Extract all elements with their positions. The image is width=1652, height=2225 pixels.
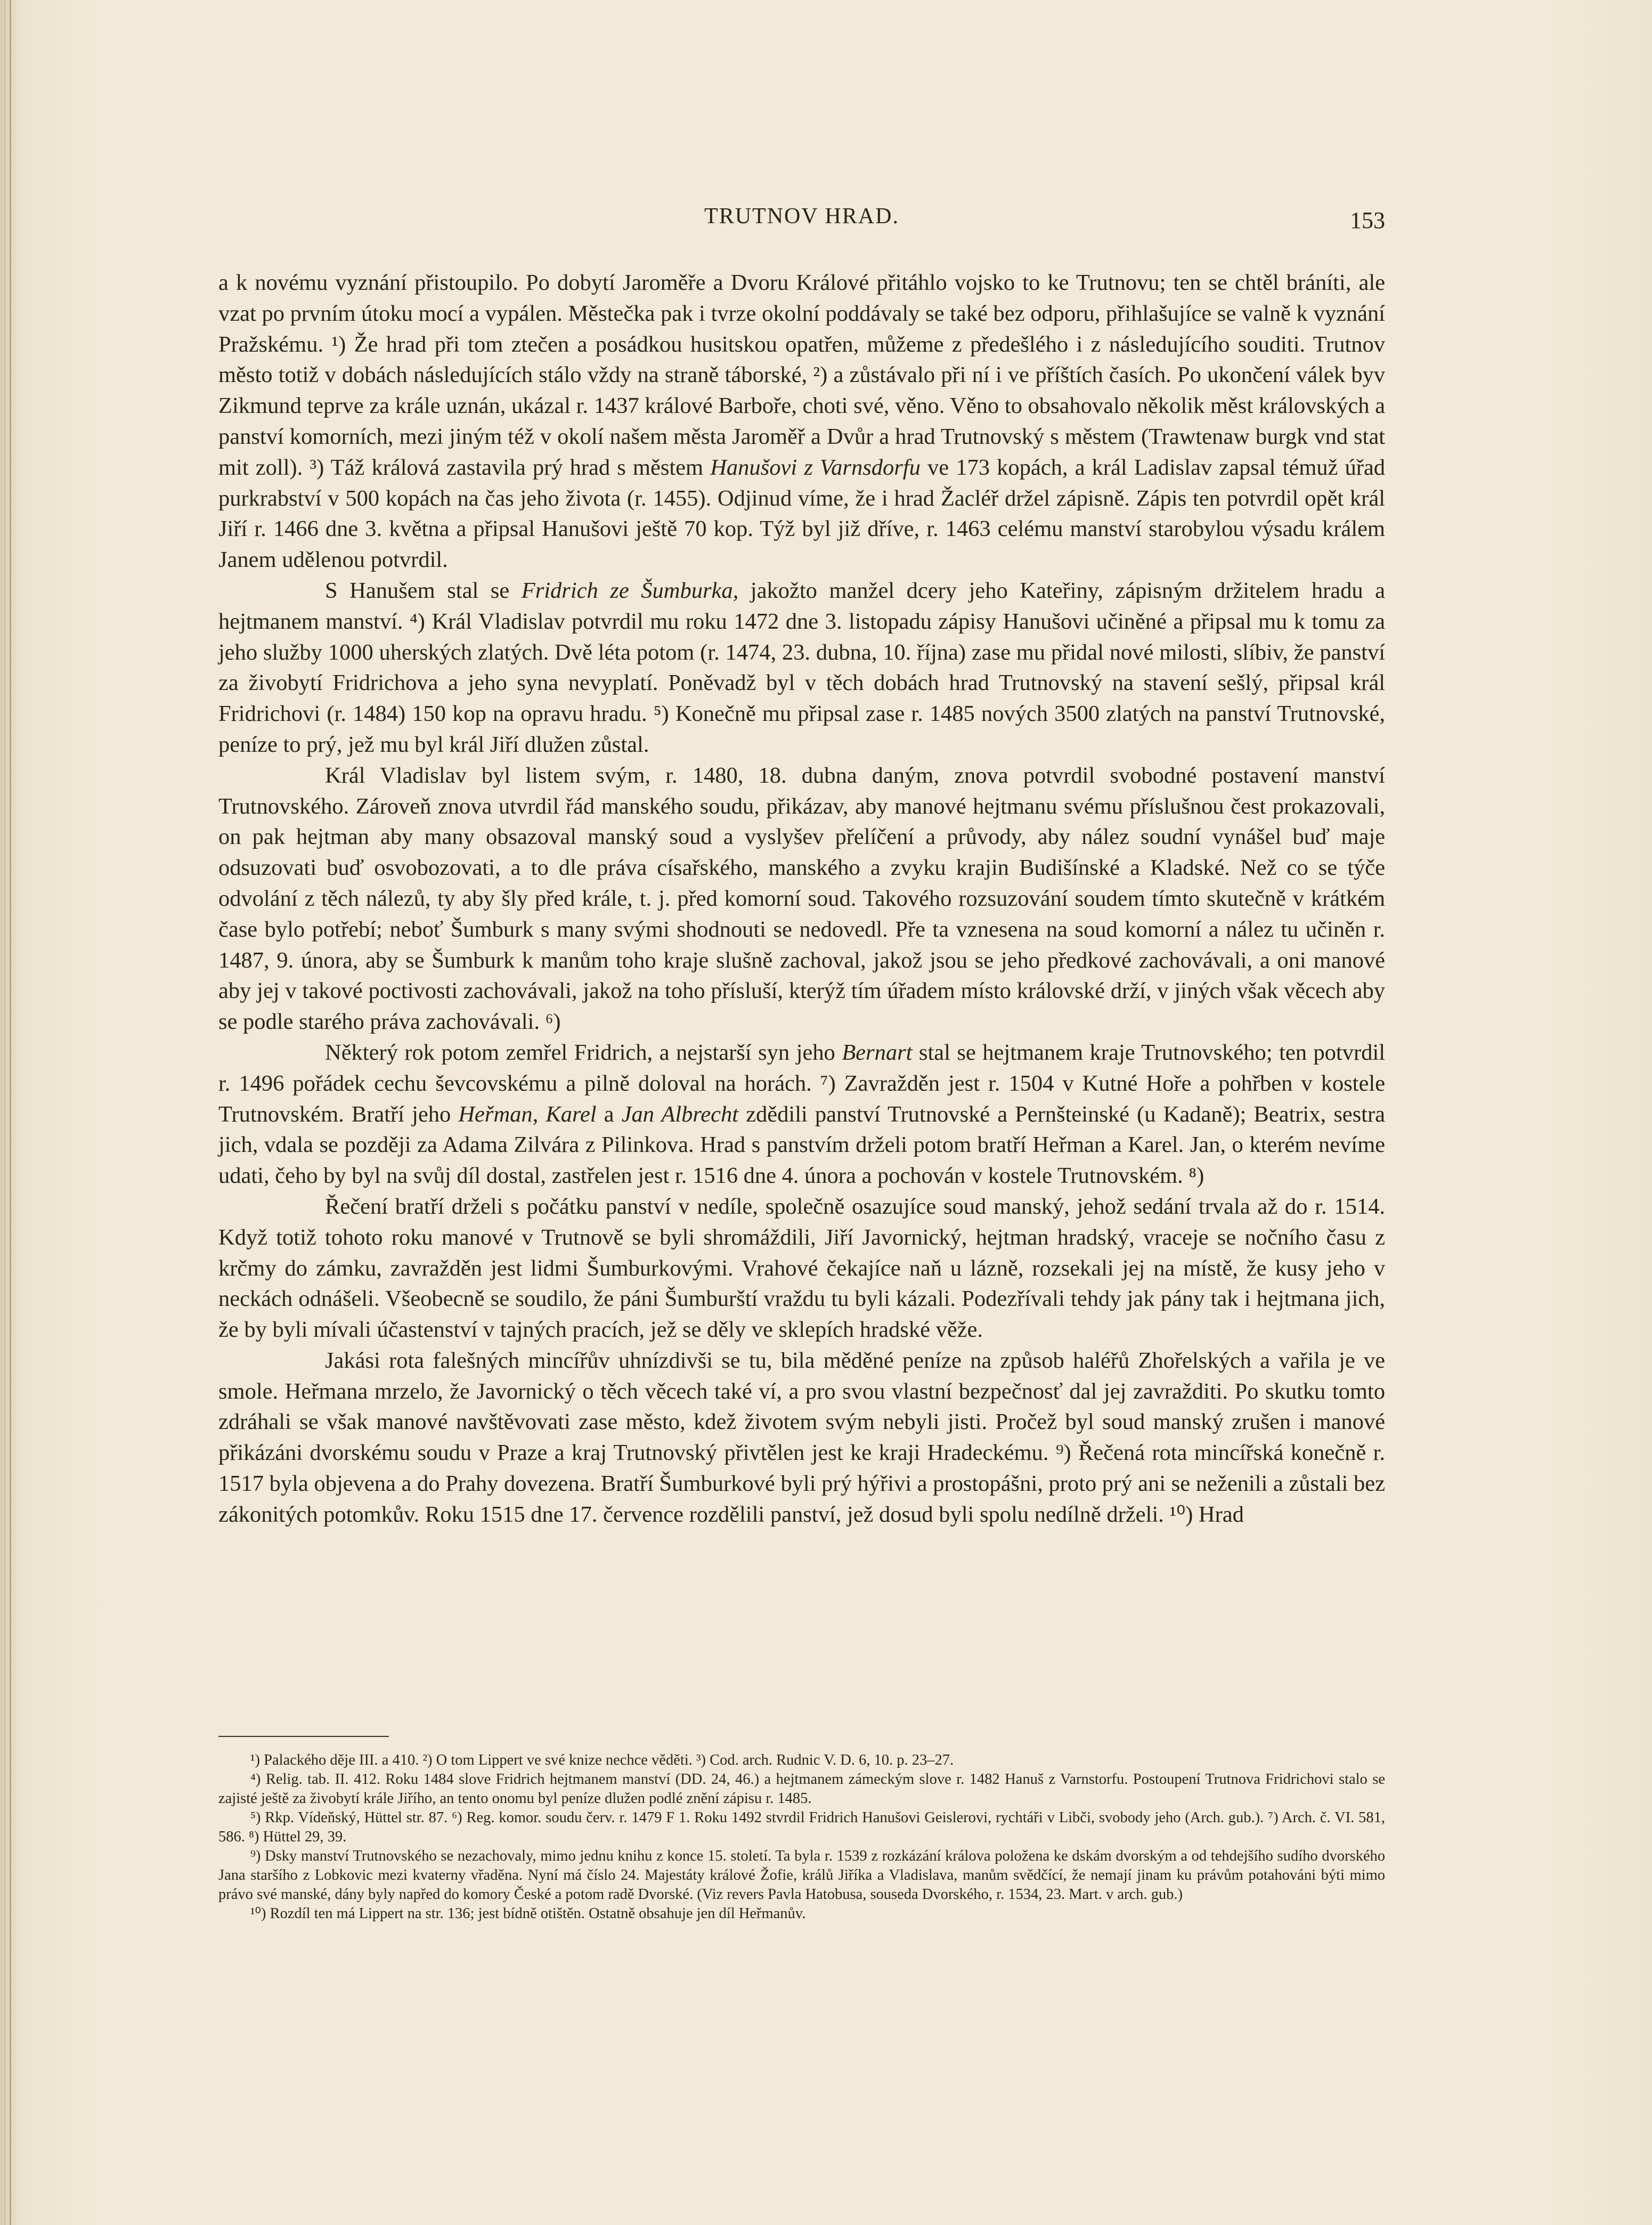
person-name: Bernart — [842, 1040, 913, 1065]
footnote: ¹) Palackého děje III. a 410. ²) O tom Lippert ve své knize nechce věděti. ³) Cod. arch. Rudnic V. D. 6, 10. p. 23–27. — [250, 1752, 954, 1768]
paragraph: Král Vladislav byl listem svým, r. 1480, 18. dubna daným, znova potvrdil svobodné postavení manství Trutnovského. Zároveň znova utvrdil řád manského soudu, přikázav, aby manové hejtmanu svému příslušnou čest prokazovali, on pak hejtman aby many obsazoval manský soud a vyslyšev přelíčení a průvody, aby nález soudní vynášel buď maje odsuzovati buď osvobozovati, a to dle práva císařského, manského a zvyku krajin Budišínské a Kladské. Než co se týče odvolání z těch nálezů, ty aby šly před krále, t. j. před komorní soud. Takového rozsuzování soudem tímto skutečně v krátkém čase bylo potřebí; neboť Šumburk s many svými shodnouti se nedovedl. Pře ta vznesena na soud komorní a nález tu učiněn r. 1487, 9. února, aby se Šumburk k manům toho kraje slušně zachoval, jakož jsou se jeho předkové zachovávali, a oni manové aby jej v takové poctivosti zachovávali, jakož na toho přísluší, kterýž tím úřadem místo královské drží, v jiných však věcech aby se podle starého práva zachovávali. ⁶) — [218, 762, 1385, 1035]
paragraph: Řečení bratří drželi s počátku panství v nedíle, společně osazujíce soud manský, jehož sedání trvala až do r. 1514. Když totiž tohoto roku manové v Trutnově se byli shromáždili, Jiří Javornický, hejtman hradský, vraceje se nočního času z krčmy do zámku, zavražděn jest lidmi Šumburkovými. Vrahové čekajíce naň u lázně, rozsekali jej na místě, že kusy jeho v neckách odnášeli. Všeobecně se soudilo, že páni Šumburští vraždu tu byli kázali. Podezřívali tehdy jak pány tak i hejtmana jich, že by byli mívali účastenství v tajných pracích, jež se děly ve sklepích hradské věže. — [218, 1193, 1385, 1343]
paragraph: Jakási rota falešných mincířův uhnízdivši se tu, bila měděné peníze na způsob haléřů Zhořelských a vařila je ve smole. Heřmana mrzelo, že Javornický o těch věcech také ví, a pro svou vlastní bezpečnosť dal jej zavražditi. Po skutku tomto zdráhali se však manové navštěvovati zase město, kdež životem svým nebyli jisti. Pročež byl soud manský zrušen i manové přikázáni dvorskému soudu v Praze a kraj Trutnovský přivtělen jest ke kraji Hradeckému. ⁹) Řečená rota mincířská konečně r. 1517 byla objevena a do Prahy dovezena. Bratří Šumburkové byli prý hýřivi a prostopášni, proto prý ani se neženili a zůstali bez zákonitých potomkův. Roku 1515 dne 17. července rozdělili panství, jež dosud byli spolu nedílně drželi. ¹⁰) Hrad — [218, 1347, 1385, 1527]
footnote: ⁴) Relig. tab. II. 412. Roku 1484 slove Fridrich hejtmanem manství (DD. 24, 46.) a hejtmanem zámeckým slove r. 1482 Hanuš z Varnstorfu. Postoupení Trutnova Fridrichovi stalo se zajisté ještě za živobytí krále Jiřího, an tento onomu byl peníze dlužen podlé znění zápisu r. 1485. — [218, 1771, 1385, 1807]
paragraph: a k novému vyznání přistoupilo. Po dobytí Jaroměře a Dvoru Králové přitáhlo vojsko to ke Trutnovu; ten se chtěl bráníti, ale vzat po prvním útoku mocí a vypálen. Městečka pak i tvrze okolní poddávaly se také bez odporu, přihlašujíce se valně k vyznání Pražskému. ¹) Že hrad při tom ztečen a posádkou husitskou opatřen, můžeme z předešlého i z následujícího souditi. Trutnov město totiž v dobách následujících stálo vždy na straně táborské, ²) a zůstávalo při ní i ve příštích časích. Po ukončení válek byv Zikmund teprve za krále uznán, ukázal r. 1437 králové Barboře, choti své, věno. Věno to obsahovalo několik měst královských a panství komorních, mezi jiným též v okolí našem města Jaroměř a Dvůr a hrad Trutnovský s městem (Trawtenaw burgk vnd stat mit zoll). ³) Táž králová zastavila prý hrad s městem Hanušovi z Varnsdorfu ve 173 kopách, a král Ladislav zapsal témuž úřad purkrabství v 500 kopách na čas jeho života (r. 1455). Odjinud víme, že i hrad Žacléř držel zápisně. Zápis ten potvrdil opět král Jiří r. 1466 dne 3. května a připsal Hanušovi ještě 70 kop. Týž byl již dříve, r. 1463 celému manství starobylou výsadu králem Janem udělenou potvrdil. — [218, 270, 1386, 573]
footnote: ⁵) Rkp. Vídeňský, Hüttel str. 87. ⁶) Reg. komor. soudu červ. r. 1479 F 1. Roku 1492 stvrdil Fridrich Hanušovi Geislerovi, rychtáři v Libči, svobody jeho (Arch. gub.). ⁷) Arch. č. VI. 581, 586. ⁸) Hüttel 29, 39. — [218, 1809, 1385, 1845]
binding-edge — [4, 0, 5, 2225]
footnote-rule — [218, 1736, 389, 1737]
paragraph: Některý rok potom zemřel Fridrich, a nejstarší syn jeho Bernart stal se hejtmanem kraje Trutnovského; ten potvrdil r. 1496 pořádek cechu ševcovskému a pilně doloval na horách. ⁷) Zavražděn jest r. 1504 v Kutné Hoře a pohřben v kostele Trutnovském. Bratří jeho Heřman, Karel a Jan Albrecht zdědili panství Trutnovské a Pernšteinské (u Kadaně); Beatrix, sestra jich, vdala se později za Adama Zilvára z Pilinkova. Hrad s panstvím drželi potom bratří Heřman a Karel. Jan, o kterém nevíme udati, čeho by byl na svůj díl dostal, zastřelen jest r. 1516 dne 4. února a pochován v kostele Trutnovském. ⁸) — [218, 1040, 1386, 1189]
person-name: Hanušovi z Varnsdorfu — [710, 454, 921, 480]
running-title: TRUTNOV HRAD. — [704, 204, 899, 229]
footnote: ¹⁰) Rozdíl ten má Lippert na str. 136; jest bídně otištěn. Ostatně obsahuje jen díl Heřmanův. — [250, 1905, 806, 1922]
person-name: Jan Albrecht — [621, 1101, 739, 1127]
person-name: Fridrich ze Šumburka, — [521, 578, 739, 603]
paragraph: S Hanušem stal se Fridrich ze Šumburka, jakožto manžel dcery jeho Kateřiny, zápisným držitelem hradu a hejtmanem manství. ⁴) Král Vladislav potvrdil mu roku 1472 dne 3. listopadu zápisy Hanušovi učiněné a připsal mu k tomu za jeho služby 1000 uherských zlatých. Dvě léta potom (r. 1474, 23. dubna, 10. října) zase mu přidal nové milosti, slíbiv, že panství za živobytí Fridrichova a jeho syna nevyplatí. Poněvadž byl v těch dobách hrad Trutnovský na stavení sešlý, připsal král Fridrichovi (r. 1484) 150 kop na opravu hradu. ⁵) Konečně mu připsal zase r. 1485 nových 3500 zlatých na panství Trutnovské, peníze to prý, jež mu byl král Jiří dlužen zůstal. — [218, 578, 1386, 757]
binding-shadow — [10, 0, 11, 2225]
page-number: 153 — [1350, 207, 1385, 233]
footnotes — [218, 1751, 1385, 1923]
person-name: Heřman, Karel — [458, 1101, 597, 1127]
main-text — [218, 267, 1385, 1530]
page-header — [218, 204, 1385, 246]
footnote: ⁹) Dsky manství Trutnovského se nezachovaly, mimo jednu knihu z konce 15. století. Ta byla r. 1539 z rozkázání králova položena ke dskám dvorským a od tehdejšího sudího dvorského Jana staršího z Lobkovic mezi kvaterny vřaděna. Nyní má číslo 24. Majestáty králové Žofie, králů Jiříka a Vladislava, manům svědčící, že nemají jinam ku právům potahováni býti mimo právo své manské, dány byly napřed do komory České a potom radě Dvorské. (Viz revers Pavla Hatobusa, souseda Dvorského, r. 1534, 23. Mart. v arch. gub.) — [218, 1848, 1385, 1903]
